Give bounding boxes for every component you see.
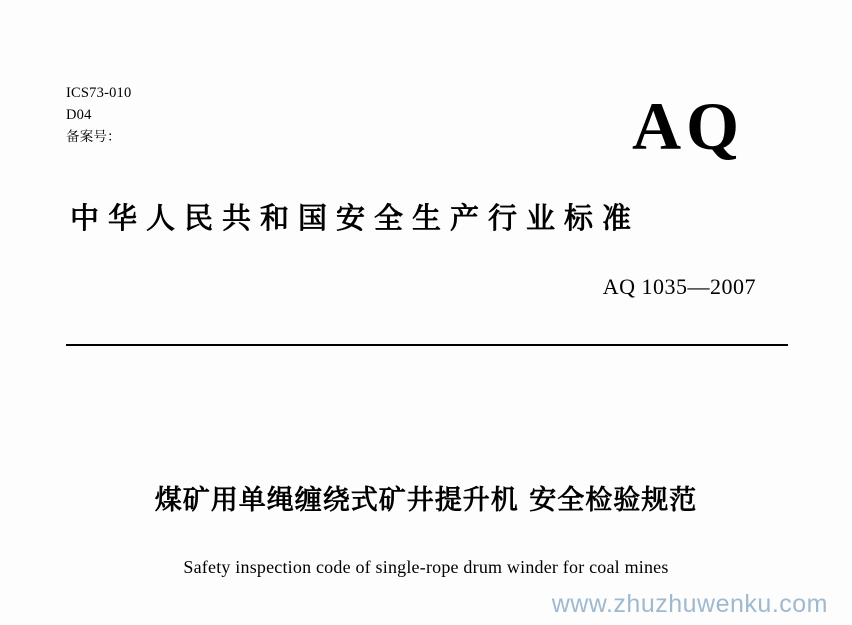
standard-series-title: 中华人民共和国安全生产行业标准 bbox=[70, 201, 641, 235]
document-title-chinese: 煤矿用单绳缠绕式矿井提升机 安全检验规范 bbox=[154, 485, 698, 516]
aq-logo: AQ bbox=[632, 88, 744, 164]
ics-code: ICS73-010 bbox=[66, 85, 132, 101]
standard-number: AQ 1035—2007 bbox=[602, 274, 756, 299]
document-title-english: Safety inspection code of single-rope drum winder for coal mines bbox=[183, 557, 669, 577]
horizontal-divider bbox=[66, 344, 788, 346]
watermark-text: www.zhuzhuwenku.com bbox=[551, 590, 828, 618]
record-number-label: 备案号： bbox=[66, 128, 121, 145]
classification-code: D04 bbox=[66, 107, 92, 124]
identification-block bbox=[66, 82, 131, 148]
